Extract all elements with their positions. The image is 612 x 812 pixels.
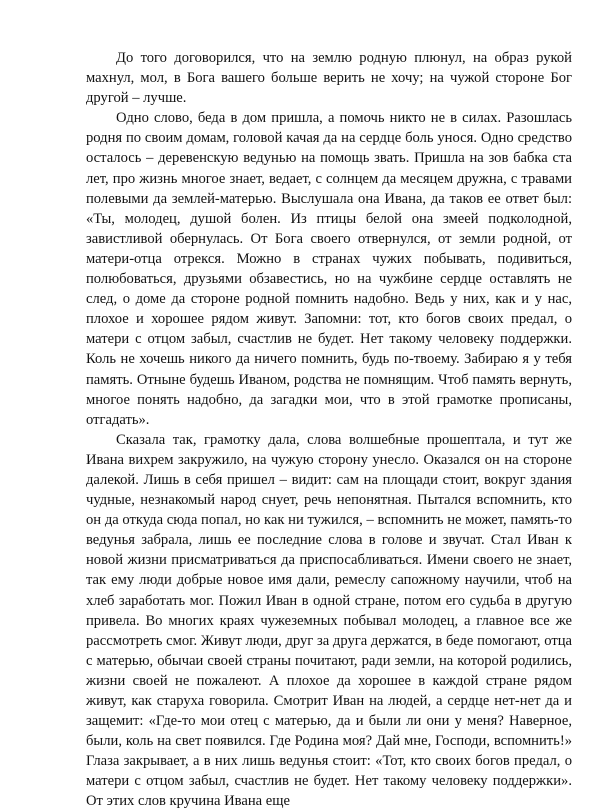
paragraph-3: Сказала так, грамотку дала, слова волшебные прошептала, и тут же Ивана вихрем закружило, на чужую сторону унесло. Оказался он на стороне далекой. Лишь в себя пришел – видит: сам на площади стоит, вокруг здания чудные, незнакомый народ снует, речь непонятная. Пытался вспомнить, кто он да откуда сюда попал, но как ни тужился, – вспомнить не может, память-то ведунья забрала, лишь ее последние слова в голове и звучат. Стал Иван к новой жизни присматриваться да приспосабливаться. Имени своего не знает, так ему люди добрые новое имя дали, ремеслу сапожному научили, чтоб на хлеб заработать мог. Пожил Иван в одной стране, потом его судьба в другую привела. Во многих краях чужеземных побывал молодец, а главное все же рассмотреть смог. Живут люди, друг за друга держатся, в беде помогают, отца с матерью, обычаи своей страны почитают, ради земли, на которой родились, жизни своей не пожалеют. А плохое да хорошее в каждой стране рядом живут, как старуха говорила. Смотрит Иван на людей, а сердце нет-нет да и защемит: «Где-то мои отец с матерью, да и были ли они у меня? Наверное, были, коль на свет появился. Где Родина моя? Дай мне, Господи, вспомнить!» Глаза закрывает, а в них лишь ведунья стоит: «Тот, кто своих богов предал, о матери с отцом забыл, счастлив не будет. Нет такому человеку поддержки». От этих слов кручина Ивана еще: [86, 431, 572, 810]
document-page: [86, 48, 572, 812]
paragraph-1: До того договорился, что на землю родную плюнул, на образ рукой махнул, мол, в Бога вашего больше верить не хочу; на чужой стороне Бог другой – лучше.: [86, 50, 572, 107]
paragraph-2: Одно слово, беда в дом пришла, а помочь никто не в силах. Разошлась родня по своим домам, головой качая да на сердце боль унося. Одно средство осталось – деревенскую ведунью на помощь звать. Пришла на зов бабка ста лет, про жизнь многое знает, ведает, с солнцем да месяцем дружна, с травами полевыми да землей-матерью. Выслушала она Ивана, да таков ее ответ был: «Ты, молодец, душой болен. Из птицы белой она змеей подколодной, завистливой обернулась. От Бога своего отвернулся, от земли родной, от матери-отца отрекся. Можно в странах чужих побывать, подивиться, полюбоваться, друзьями обзавестись, но на чужбине сердце оставлять не след, о доме да стороне родной помнить надобно. Ведь у них, как и у нас, плохое и хорошее рядом живут. Запомни: тот, кто богов своих предал, о матери с отцом забыл, счастлив не будет. Нет такому человеку поддержки. Коль не хочешь никого да ничего помнить, будь по-твоему. Забираю я у тебя память. Отныне будешь Иваном, родства не помнящим. Чтоб память вернуть, многое понять надобно, да загадки мои, что в этой грамотке прописаны, отгадать».: [86, 110, 572, 428]
